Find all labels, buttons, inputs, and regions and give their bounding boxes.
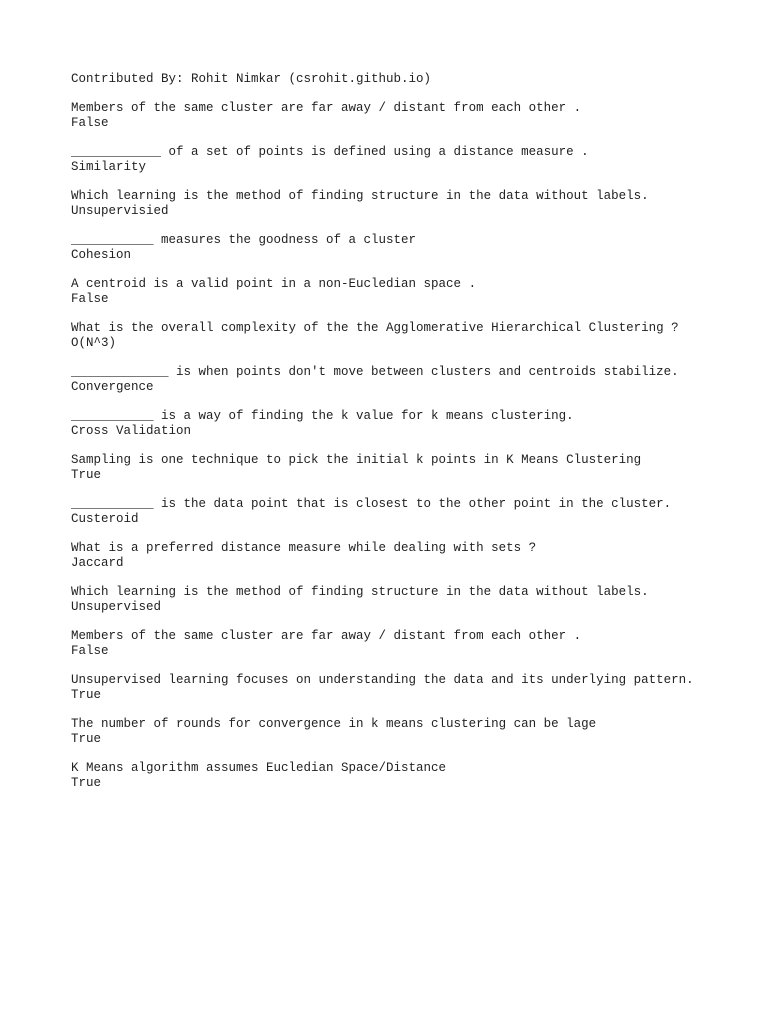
question-text: What is a preferred distance measure while dealing with sets ? bbox=[71, 541, 537, 555]
qa-item bbox=[71, 629, 751, 659]
question-text: What is the overall complexity of the the Agglomerative Hierarchical Clustering ? bbox=[71, 321, 679, 335]
question-text: Which learning is the method of finding structure in the data without labels. bbox=[71, 189, 649, 203]
question-text: Unsupervised learning focuses on understanding the data and its underlying pattern. bbox=[71, 673, 694, 687]
qa-item bbox=[71, 673, 751, 703]
answer-text: Jaccard bbox=[71, 556, 124, 570]
answer-text: Custeroid bbox=[71, 512, 139, 526]
answer-text: Unsupervised bbox=[71, 600, 162, 614]
question-text: ___________ is a way of finding the k value for k means clustering. bbox=[71, 409, 574, 423]
qa-item bbox=[71, 541, 751, 571]
qa-item bbox=[71, 761, 751, 791]
answer-text: False bbox=[71, 116, 109, 130]
answer-text: Cohesion bbox=[71, 248, 132, 262]
qa-item bbox=[71, 189, 751, 219]
answer-text: True bbox=[71, 468, 102, 482]
qa-item bbox=[71, 277, 751, 307]
question-text: ___________ is the data point that is closest to the other point in the cluster. bbox=[71, 497, 672, 511]
question-text: Members of the same cluster are far away / distant from each other . bbox=[71, 629, 582, 643]
question-text: ____________ of a set of points is defined using a distance measure . bbox=[71, 145, 589, 159]
answer-text: True bbox=[71, 732, 102, 746]
question-text: Which learning is the method of finding structure in the data without labels. bbox=[71, 585, 649, 599]
question-text: K Means algorithm assumes Eucledian Space/Distance bbox=[71, 761, 447, 775]
qa-item bbox=[71, 365, 751, 395]
answer-text: False bbox=[71, 292, 109, 306]
answer-text: Unsupervisied bbox=[71, 204, 169, 218]
qa-item bbox=[71, 145, 751, 175]
answer-text: Cross Validation bbox=[71, 424, 192, 438]
qa-item bbox=[71, 321, 751, 351]
answer-text: O(N^3) bbox=[71, 336, 117, 350]
answer-text: False bbox=[71, 644, 109, 658]
qa-item bbox=[71, 233, 751, 263]
document-page bbox=[71, 72, 751, 805]
qa-item bbox=[71, 497, 751, 527]
qa-item bbox=[71, 101, 751, 131]
qa-item bbox=[71, 409, 751, 439]
qa-item bbox=[71, 453, 751, 483]
contributor-line: Contributed By: Rohit Nimkar (csrohit.github.io) bbox=[71, 72, 432, 86]
answer-text: Convergence bbox=[71, 380, 154, 394]
question-text: A centroid is a valid point in a non-Eucledian space . bbox=[71, 277, 477, 291]
qa-item bbox=[71, 585, 751, 615]
question-text: ___________ measures the goodness of a cluster bbox=[71, 233, 417, 247]
question-text: Members of the same cluster are far away / distant from each other . bbox=[71, 101, 582, 115]
answer-text: Similarity bbox=[71, 160, 147, 174]
question-text: _____________ is when points don't move between clusters and centroids stabilize. bbox=[71, 365, 679, 379]
question-text: The number of rounds for convergence in k means clustering can be lage bbox=[71, 717, 597, 731]
question-text: Sampling is one technique to pick the initial k points in K Means Clustering bbox=[71, 453, 642, 467]
answer-text: True bbox=[71, 688, 102, 702]
answer-text: True bbox=[71, 776, 102, 790]
qa-item bbox=[71, 717, 751, 747]
